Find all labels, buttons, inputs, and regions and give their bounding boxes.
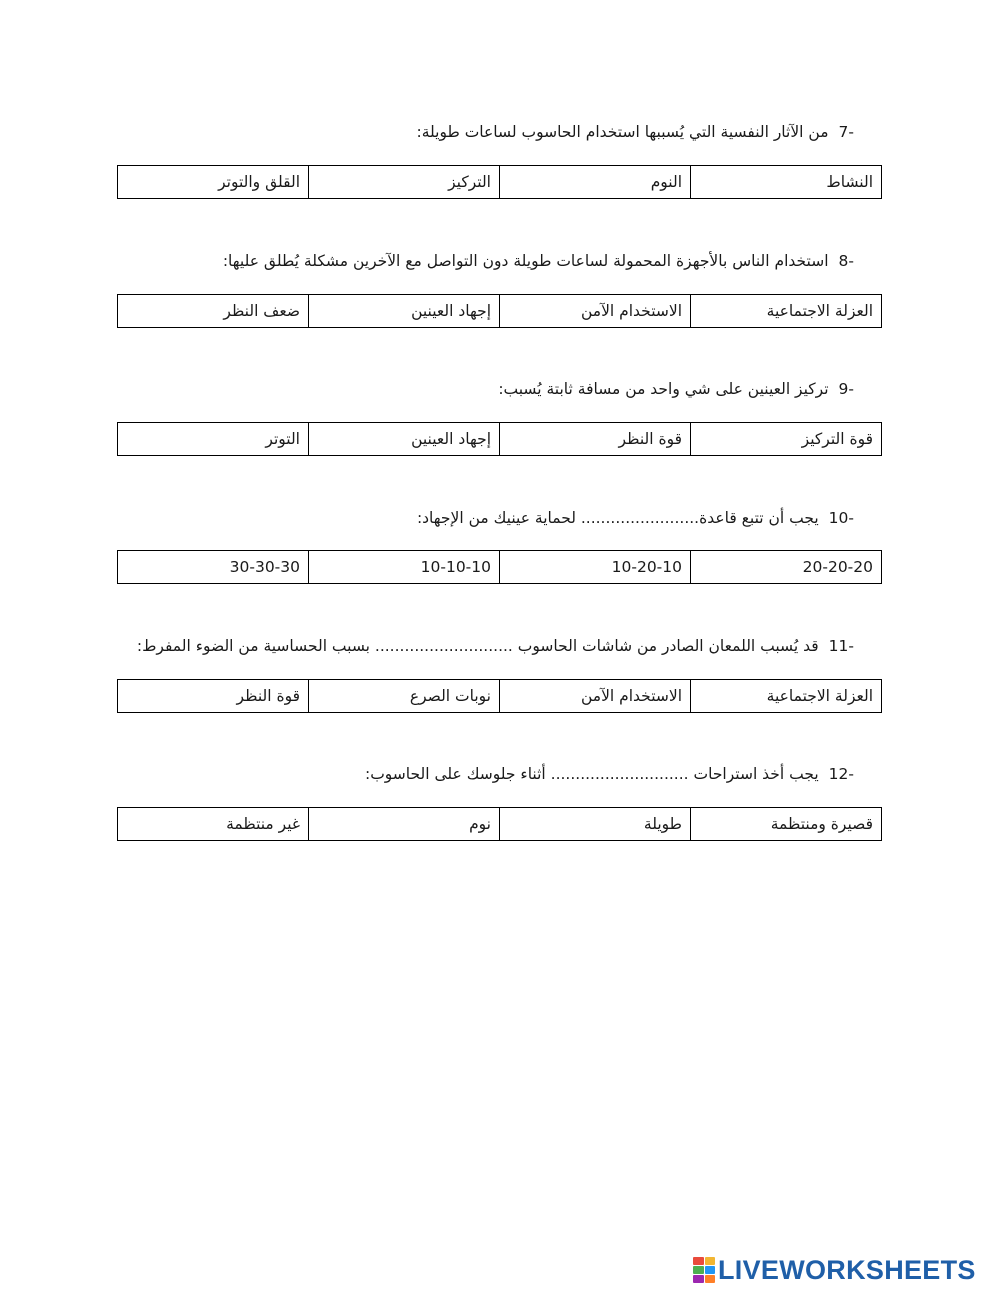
question-11: [134, 635, 854, 657]
option-cell[interactable]: قصيرة ومنتظمة: [691, 808, 882, 841]
question-number: -8: [838, 252, 854, 270]
options-table-11: [117, 679, 882, 713]
question-9: [134, 378, 854, 400]
options-table-10: [117, 550, 882, 584]
question-number: -9: [838, 380, 854, 398]
brand-name: LIVEWORKSHEETS: [718, 1254, 976, 1285]
option-cell[interactable]: 10-20-10: [500, 551, 691, 584]
option-cell[interactable]: 10-10-10: [309, 551, 500, 584]
options-table-8: [117, 294, 882, 328]
option-cell[interactable]: نوبات الصرع: [309, 680, 500, 713]
question-text: يجب أخذ استراحات ............................ أثناء جلوسك على الحاسوب:: [364, 765, 819, 783]
option-cell[interactable]: التوتر: [118, 423, 309, 456]
question-12: [134, 763, 854, 785]
question-7: [134, 121, 854, 143]
liveworksheets-logo: [693, 1255, 976, 1285]
question-number: -7: [838, 123, 854, 141]
liveworksheets-icon: [693, 1257, 715, 1283]
option-cell[interactable]: طويلة: [500, 808, 691, 841]
option-cell[interactable]: العزلة الاجتماعية: [691, 680, 882, 713]
question-text: من الآثار النفسية التي يُسببها استخدام الحاسوب لساعات طويلة:: [416, 123, 829, 141]
option-cell[interactable]: قوة النظر: [118, 680, 309, 713]
option-cell[interactable]: النوم: [500, 166, 691, 199]
question-text: قد يُسبب اللمعان الصادر من شاشات الحاسوب ............................ بسبب الحساسية من الضوء المفرط:: [136, 637, 819, 655]
options-table-7: [117, 165, 882, 199]
options-table-12: [117, 807, 882, 841]
question-text: استخدام الناس بالأجهزة المحمولة لساعات طويلة دون التواصل مع الآخرين مشكلة يُطلق عليها:: [222, 252, 829, 270]
question-8: [134, 250, 854, 272]
option-cell[interactable]: التركيز: [309, 166, 500, 199]
option-cell[interactable]: ضعف النظر: [118, 295, 309, 328]
option-cell[interactable]: 30-30-30: [118, 551, 309, 584]
options-table-9: [117, 422, 882, 456]
question-text: تركيز العينين على شي واحد من مسافة ثابتة يُسبب:: [498, 380, 829, 398]
option-cell[interactable]: قوة التركيز: [691, 423, 882, 456]
option-cell[interactable]: 20-20-20: [691, 551, 882, 584]
option-cell[interactable]: العزلة الاجتماعية: [691, 295, 882, 328]
question-number: -11: [828, 637, 854, 655]
question-text: يجب أن تتبع قاعدة........................ لحماية عينيك من الإجهاد:: [416, 509, 819, 527]
option-cell[interactable]: إجهاد العينين: [309, 423, 500, 456]
option-cell[interactable]: نوم: [309, 808, 500, 841]
option-cell[interactable]: الاستخدام الآمن: [500, 680, 691, 713]
question-number: -12: [828, 765, 854, 783]
question-10: [134, 507, 854, 529]
option-cell[interactable]: القلق والتوتر: [118, 166, 309, 199]
question-number: -10: [828, 509, 854, 527]
option-cell[interactable]: قوة النظر: [500, 423, 691, 456]
option-cell[interactable]: غير منتظمة: [118, 808, 309, 841]
option-cell[interactable]: إجهاد العينين: [309, 295, 500, 328]
option-cell[interactable]: الاستخدام الآمن: [500, 295, 691, 328]
option-cell[interactable]: النشاط: [691, 166, 882, 199]
